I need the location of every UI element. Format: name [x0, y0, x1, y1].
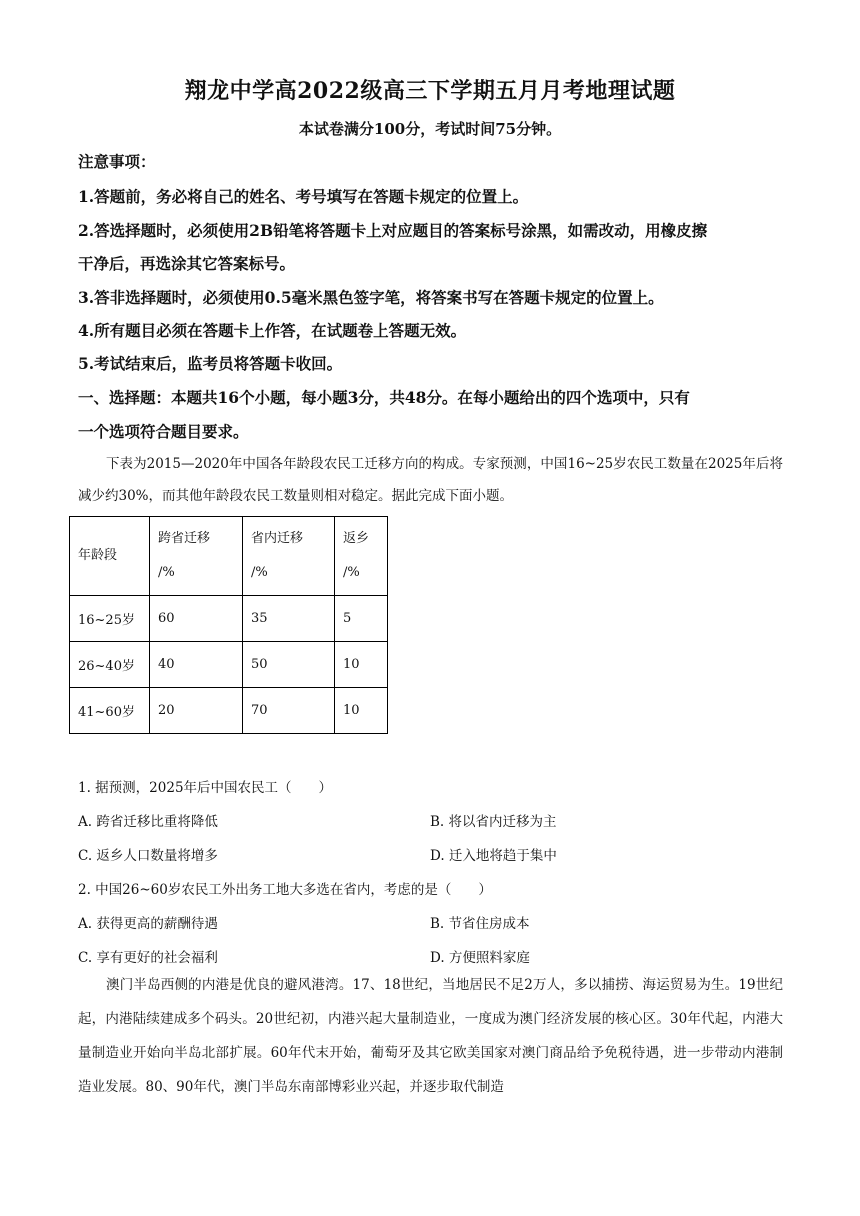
table-row: [70, 596, 388, 642]
section-heading-cont: 一个选项符合题目要求。: [78, 422, 249, 441]
header-unit: /%: [343, 565, 360, 580]
question-1-option-c: C. 返乡人口数量将增多: [78, 848, 218, 864]
material-2: [78, 968, 783, 1104]
header-cross-province-text: 跨省迁移: [158, 531, 211, 546]
exam-subtitle: 本试卷满分100分，考试时间75分钟。: [298, 120, 562, 138]
question-2-stem: 2. 中国26~60岁农民工外出务工地大多选在省内，考虑的是（ ）: [78, 882, 492, 898]
question-2-option-c: C. 享有更好的社会福利: [78, 950, 218, 966]
notice-item-4: 4.所有题目必须在答题卡上作答，在试题卷上答题无效。: [78, 321, 467, 340]
material-2-text: 澳门半岛西侧的内港是优良的避风港湾。17、18世纪，当地居民不足2万人，多以捕捞、海运贸易为生。19世纪起，内港陆续建成多个码头。20世纪初，内港兴起大量制造业，一度成为澳门经济发展的核心区。30年代起，内港大量制造业开始向半岛北部扩展。60年代末开始，葡萄牙及其它欧美国家对澳门商品给予免税待遇，进一步带动内港制造业发展。80、90年代，澳门半岛东南部博彩业兴起，并逐步取代制造: [78, 977, 783, 1095]
question-1-option-a: A. 跨省迁移比重将降低: [78, 814, 218, 830]
table-row: [70, 642, 388, 688]
table-cell: 10: [335, 688, 388, 734]
header-unit: /%: [158, 565, 175, 580]
table-cell-age: 16~25岁: [70, 596, 150, 642]
header-unit: /%: [251, 565, 268, 580]
table-cell: 35: [243, 596, 335, 642]
material-1-text: 下表为2015—2020年中国各年龄段农民工迁移方向的构成。专家预测，中国16~25岁农民工数量在2025年后将减少约30%，而其他年龄段农民工数量则相对稳定。据此完成下面小题。: [78, 456, 783, 504]
header-return-home-text: 返乡: [343, 531, 370, 546]
table-cell: 5: [335, 596, 388, 642]
notice-item-3: 3.答非选择题时，必须使用0.5毫米黑色签字笔，将答案书写在答题卡规定的位置上。: [78, 288, 664, 307]
header-age: [70, 517, 150, 596]
table-cell-age: 26~40岁: [70, 642, 150, 688]
question-2-option-b: B. 节省住房成本: [430, 916, 530, 932]
notice-item-1: 1.答题前，务必将自己的姓名、考号填写在答题卡规定的位置上。: [78, 187, 529, 206]
question-2-option-a: A. 获得更高的薪酬待遇: [78, 916, 218, 932]
table-row: [70, 688, 388, 734]
question-2-option-d: D. 方便照料家庭: [430, 950, 530, 966]
notice-heading: 注意事项：: [78, 152, 156, 171]
header-age-text: 年龄段: [78, 548, 118, 563]
notice-item-5: 5.考试结束后，监考员将答题卡收回。: [78, 354, 343, 373]
header-return-home: [335, 517, 388, 596]
table-header-row: [70, 517, 388, 596]
notice-item-2: 2.答选择题时，必须使用2B铅笔将答题卡上对应题目的答案标号涂黑，如需改动，用橡皮擦: [78, 221, 708, 240]
section-heading: 一、选择题：本题共16个小题，每小题3分，共48分。在每小题给出的四个选项中，只有: [78, 388, 690, 407]
exam-title: 翔龙中学高2022级高三下学期五月月考地理试题: [184, 78, 676, 104]
header-intra-province-text: 省内迁移: [251, 531, 304, 546]
question-1-option-b: B. 将以省内迁移为主: [430, 814, 557, 830]
table-cell: 50: [243, 642, 335, 688]
table-cell: 20: [150, 688, 243, 734]
header-intra-province: [243, 517, 335, 596]
migration-table: [69, 516, 388, 734]
material-1: [78, 448, 783, 512]
table-cell: 40: [150, 642, 243, 688]
table-cell-age: 41~60岁: [70, 688, 150, 734]
table-cell: 60: [150, 596, 243, 642]
table-cell: 70: [243, 688, 335, 734]
header-cross-province: [150, 517, 243, 596]
question-1-option-d: D. 迁入地将趋于集中: [430, 848, 557, 864]
table-cell: 10: [335, 642, 388, 688]
question-1-stem: 1. 据预测，2025年后中国农民工（ ）: [78, 780, 333, 796]
notice-item-2-cont: 干净后，再选涂其它答案标号。: [78, 254, 296, 273]
